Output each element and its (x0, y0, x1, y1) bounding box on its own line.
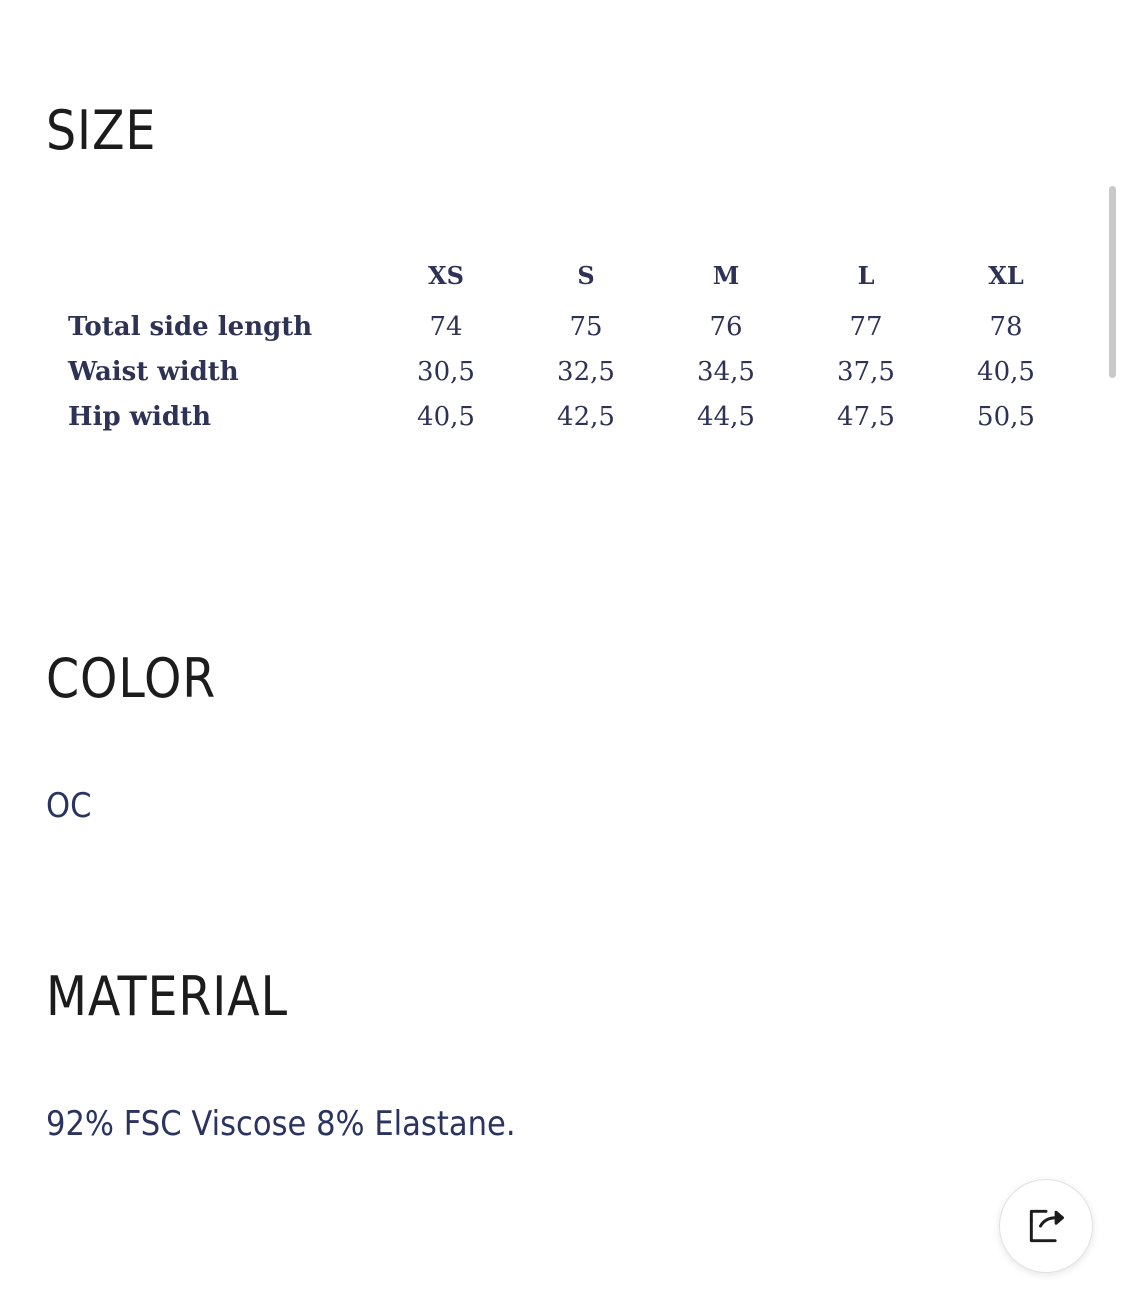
share-button[interactable] (999, 1179, 1093, 1273)
table-row (46, 349, 1076, 394)
size-column-header-s: S (577, 260, 595, 290)
material-section-heading: MATERIAL (46, 965, 288, 1028)
size-section-heading: SIZE (46, 99, 157, 162)
size-column-header-xl: XL (988, 260, 1024, 290)
measurement-value: 78 (989, 311, 1023, 342)
table-row (46, 394, 1076, 439)
share-icon (1024, 1204, 1068, 1248)
measurement-value: 34,5 (697, 356, 755, 387)
measurement-value: 42,5 (557, 401, 615, 432)
measurement-label: Hip width (68, 401, 212, 432)
size-chart-body (46, 304, 1076, 439)
size-chart-table (46, 246, 1076, 439)
table-row (46, 304, 1076, 349)
measurement-value: 47,5 (837, 401, 895, 432)
measurement-value: 30,5 (417, 356, 475, 387)
size-chart-header (46, 246, 1076, 304)
size-column-header-xs: XS (428, 260, 464, 290)
measurement-value: 40,5 (417, 401, 475, 432)
measurement-label: Waist width (68, 356, 239, 387)
measurement-value: 77 (849, 311, 883, 342)
scrollbar-thumb[interactable] (1109, 186, 1116, 378)
measurement-value: 75 (569, 311, 603, 342)
row-label-header (46, 246, 376, 304)
table-header-row (46, 246, 1076, 304)
measurement-value: 32,5 (557, 356, 615, 387)
measurement-value: 74 (429, 311, 463, 342)
measurement-value: 76 (709, 311, 743, 342)
page-scrollbar[interactable] (1109, 186, 1116, 378)
material-value-text: 92% FSC Viscose 8% Elastane. (46, 1104, 516, 1144)
color-value-text: OC (46, 786, 92, 826)
size-column-header-m: M (712, 260, 740, 290)
size-column-header-l: L (857, 260, 875, 290)
measurement-value: 50,5 (977, 401, 1035, 432)
measurement-label: Total side length (68, 311, 313, 342)
measurement-value: 44,5 (697, 401, 755, 432)
measurement-value: 37,5 (837, 356, 895, 387)
color-section-heading: COLOR (46, 647, 217, 710)
measurement-value: 40,5 (977, 356, 1035, 387)
